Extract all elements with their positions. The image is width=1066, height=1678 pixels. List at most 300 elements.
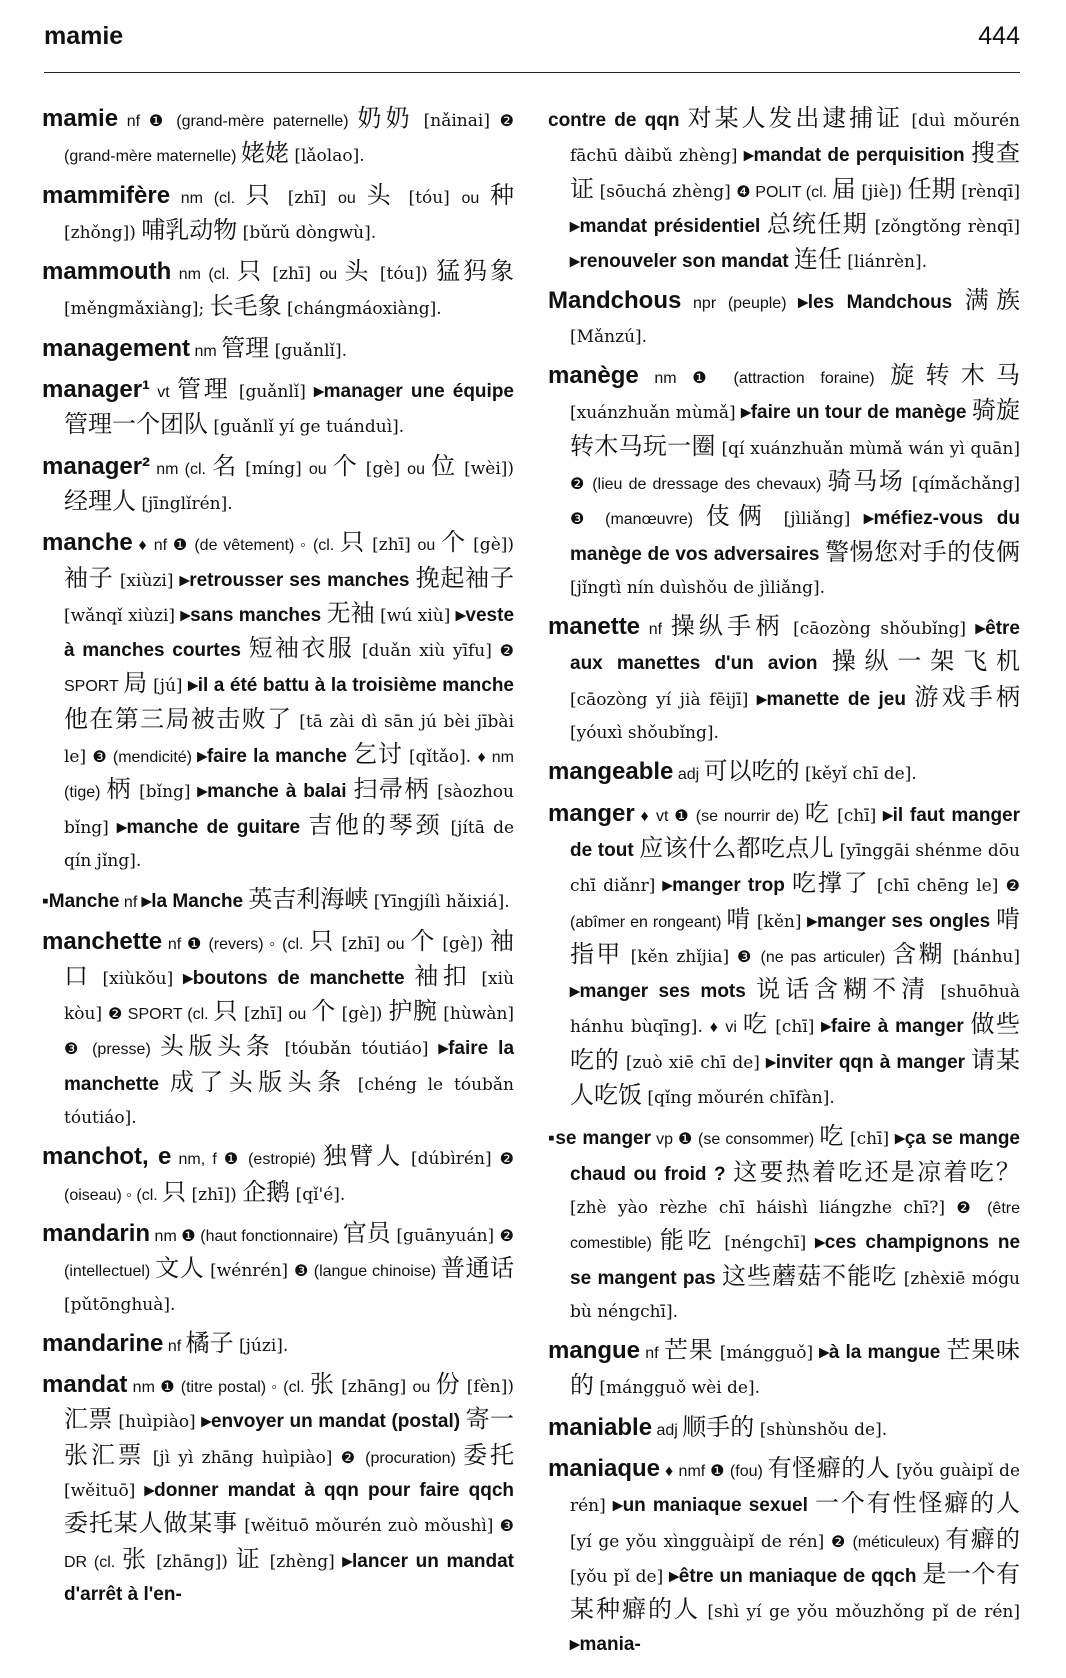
chinese-translation: 奶奶 [357,104,414,132]
grammar-note: ♦ vi [709,1019,743,1037]
page-number: 444 [978,22,1020,50]
dictionary-entry [548,1411,1020,1446]
pinyin: [kěn zhǐjia] [622,946,737,967]
pinyin: [cāozòng shǒubǐng] [783,619,976,640]
chinese-translation: 短袖衣服 [248,634,355,663]
grammar-note: ❷ (être comestible) [570,1199,1020,1253]
grammar-note: ❸ (mendicité) [92,749,198,767]
dictionary-entry [548,797,1020,1115]
chinese-translation: 任期 [907,174,956,203]
chinese-translation: 芒果 [663,1336,714,1365]
pinyin: [gè]) [435,933,490,954]
pinyin: [chéng le tóubǎn tóutiáo]. [64,1074,514,1129]
chinese-translation: 委托 [463,1440,514,1469]
pinyin: [cāozòng yí jià fēijī] [570,689,757,710]
pinyin: [zhǒng]) [64,222,142,243]
pinyin: [shuōhuà hánhu bùqīng]. [570,982,1020,1038]
chinese-translation: 头版头条 [159,1032,275,1061]
example-phrase: ▸mandat de perquisition [743,145,971,167]
pinyin: [zhèng] [261,1551,343,1572]
example-phrase: ▸faire la manche [197,746,354,768]
grammar-note: nf [163,1337,186,1355]
pinyin: [xuánzhuǎn mùmǎ] [570,403,742,424]
pinyin: [guǎnlǐ]. [269,340,348,361]
chinese-translation: 旋转木马 [890,361,1020,390]
grammar-note: nf [640,1345,664,1363]
chinese-translation: 吃 [804,798,831,827]
chinese-translation: 有癖的 [945,1524,1020,1553]
pinyin: [gè] [358,458,408,479]
example-phrase: ▸ça se mange chaud ou froid ? [570,1128,1020,1185]
grammar-note: ou [288,1006,312,1024]
dictionary-entry [42,332,514,367]
dictionary-entry [42,1327,514,1362]
chinese-translation: 管理 [221,333,270,362]
pinyin: [jú] [147,676,189,697]
example-phrase: ▸manche à balai [197,781,354,803]
example-phrase: ▸lancer un mandat d'arrêt à l'en- [64,1550,515,1605]
headword: mandarin [42,1219,151,1247]
grammar-note: ♦ nmf ❶ (fou) [660,1462,768,1480]
example-phrase: ▸manger trop [662,875,792,897]
dictionary-entry [42,1368,514,1610]
dictionary-entry [548,755,1020,790]
example-phrase: ▸ces champignons ne se mangent pas [570,1232,1021,1289]
pinyin: [zhī] [334,933,387,954]
pinyin: [tóu]) [371,264,437,285]
grammar-note: vp ❶ (se consommer) [651,1131,820,1149]
pinyin: [wěituō] [64,1480,145,1501]
example-phrase: ▸mandat présidentiel [570,215,767,237]
pinyin: [pǔtōnghuà]. [64,1294,176,1315]
pinyin: [guǎnlǐ yí ge tuánduì]. [208,417,405,438]
grammar-note: nm ❶ (haut fonctionnaire) [150,1227,343,1245]
grammar-note: ❷ (procuration) [340,1449,464,1467]
pinyin: [yīnggāi shénme dōu chī diǎnr] [570,840,1020,897]
grammar-note: adj [673,766,704,784]
chinese-translation: 袖子 [64,563,114,592]
grammar-note: nm, f ❶ (estropié) [171,1151,323,1169]
example-phrase: ▸manger ses mots [570,981,757,1003]
headword: management [42,334,191,362]
chinese-translation: 个 [441,528,467,557]
dictionary-entry [42,526,514,877]
dictionary-entry [548,1120,1020,1328]
example-phrase: ▸il a été battu à la troisième manche [188,675,515,697]
pinyin: [yǒu guàipǐ de rén] [570,1460,1021,1517]
pinyin: [zhī] [238,1004,289,1025]
headword: manège [548,362,639,390]
grammar-note: ou [319,266,345,284]
grammar-note: ♦ nm (tige) [64,749,514,802]
grammar-note: nm [190,342,222,360]
dictionary-entry [42,883,514,918]
pinyin: [guǎnlǐ] [230,382,315,403]
dictionary-entry [42,1140,514,1211]
pinyin: [chī] [843,1129,896,1150]
chinese-translation: 官员 [342,1218,391,1247]
grammar-note: ❷ (abîmer en rongeant) [570,878,1020,931]
pinyin: [qǐng mǒurén chīfàn]. [642,1088,835,1109]
dictionary-entry [548,1334,1020,1405]
chinese-translation: 寄一张汇票 [64,1405,515,1469]
chinese-translation: 无袖 [326,598,375,627]
pinyin: [chángmáoxiàng]. [281,299,442,320]
dictionary-entry [548,284,1020,353]
example-phrase: ▸manger ses ongles [807,910,996,932]
pinyin: [sōuchá zhèng] [594,181,737,202]
headword: maniaque [548,1454,661,1482]
pinyin: [júzi]. [233,1335,289,1356]
example-phrase: ▸retrousser ses manches [179,569,416,591]
chinese-translation: 猛犸象 [436,257,515,286]
pinyin: [měngmǎxiàng]; [64,299,210,320]
grammar-note: ou [417,537,442,555]
grammar-note: ou [386,935,411,953]
pinyin: [huìpiào] [112,1412,202,1433]
chinese-translation: 成了头版头条 [169,1067,347,1096]
chinese-translation: 只 [213,997,239,1026]
pinyin: [duì mǒurén fāchū dàibǔ zhèng] [570,111,1020,167]
headword: Mandchous [548,287,682,315]
pinyin: [jì yì zhāng huìpiào] [144,1447,341,1468]
dictionary-entry [548,610,1020,749]
example-phrase: ▸les Mandchous [798,292,965,314]
chinese-translation: 个 [311,997,336,1026]
grammar-note: ou [461,189,491,207]
grammar-note: ❸ DR (cl. [64,1518,514,1571]
pinyin: [chī] [830,805,884,826]
chinese-translation: 哺乳动物 [141,215,238,244]
chinese-translation: 只 [162,1177,187,1206]
chinese-translation: 局 [123,669,148,698]
example-phrase: ▸il faut manger de tout [570,804,1021,861]
dictionary-entry [42,450,514,521]
grammar-note: nf ❶ (revers) ◦ (cl. [162,935,310,953]
chinese-translation: 做些吃的 [570,1010,1021,1074]
grammar-note: ❸ (ne pas articuler) [736,948,893,966]
grammar-note: ❷ (oiseau) ◦ (cl. [64,1151,515,1204]
dictionary-entry [548,359,1020,604]
chinese-translation: 对某人发出逮捕证 [687,104,904,132]
example-phrase: ▸à la mangue [819,1342,947,1364]
chinese-translation: 姥姥 [240,139,289,168]
grammar-note: ❸ (presse) [64,1041,160,1059]
pinyin: [kěyǐ chī de]. [799,764,917,785]
headword: mammouth [42,258,172,286]
chinese-translation: 满族 [964,286,1020,315]
headword: mamie [42,105,119,132]
chinese-translation: 袖扣 [414,961,472,990]
example-phrase: ▸la Manche [141,891,249,913]
pinyin: [wèi]) [456,458,515,479]
chinese-translation: 可以吃的 [703,757,800,786]
chinese-translation: 连任 [793,245,842,274]
example-phrase: ▸veste à manches courtes [64,604,515,662]
grammar-note: nf [640,621,671,639]
chinese-translation: 吃 [819,1122,844,1151]
example-phrase: ▸manche de guitare [117,816,309,838]
chinese-translation: 操纵手柄 [670,612,784,641]
example-phrase: ▸donner mandat à qqn pour faire qqch [144,1479,515,1501]
grammar-note: nf ❶ (grand-mère paternelle) [118,113,358,130]
example-phrase: ▪se manger [548,1128,652,1150]
grammar-note: ❷ SPORT [64,643,515,696]
pinyin: [bǔrǔ dòngwù]. [237,222,377,243]
dictionary-entry [42,373,514,444]
pinyin: [zhèxiē mógu bù néngchī]. [570,1268,1020,1322]
chinese-translation: 名 [212,451,238,480]
right-column [548,102,1020,1667]
example-phrase: ▸renouveler son mandat [570,251,794,273]
grammar-note: ❷ (grand-mère maternelle) [64,113,514,166]
pinyin: [chī chēng le] [869,876,1006,897]
example-phrase: ▸inviter qqn à manger [766,1051,972,1073]
pinyin: [qǐ'é]. [290,1184,346,1205]
chinese-translation: 届 [831,174,856,203]
grammar-note: nf [119,894,142,912]
chinese-translation: 份 [435,1370,461,1399]
pinyin: [tóubǎn tóutiáo] [274,1039,439,1060]
chinese-translation: 吃撑了 [791,869,870,898]
headword: mangeable [548,758,674,786]
chinese-translation: 头 [366,180,397,209]
chinese-translation: 是一个有某种癖的人 [570,1559,1021,1624]
chinese-translation: 普通话 [441,1254,515,1283]
dictionary-entry [548,102,1020,278]
grammar-note: ou [407,460,432,478]
example-phrase: ▸être un maniaque de qqch [669,1565,923,1587]
chinese-translation: 柄 [106,775,133,804]
example-phrase: ▸manager une équipe [314,381,514,403]
example-phrase: ▸manette de jeu [756,688,915,710]
pinyin: [zhī]) [186,1184,243,1205]
chinese-translation: 管理一个团队 [64,410,208,439]
pinyin: [jīnglǐrén]. [136,493,233,514]
chinese-translation: 只 [309,926,335,955]
chinese-translation: 汇票 [64,1405,113,1434]
dictionary-entry [42,179,514,250]
chinese-translation: 经理人 [64,486,136,515]
pinyin: [xiù kòu] [64,968,515,1025]
pinyin: [dúbìrén] [402,1149,500,1170]
dictionary-entry [42,255,514,326]
dictionary-entry [42,102,514,173]
headword: manette [548,613,641,641]
grammar-note: ❷ (lieu de dressage des chevaux) [570,475,828,493]
chinese-translation: 顺手的 [682,1412,755,1441]
pinyin: [Yīngjílì hǎixiá]. [368,892,510,913]
pinyin: [tā zài dì sān jú bèi jībài le] [64,711,514,768]
grammar-note: ou [308,460,333,478]
chinese-translation: 头 [344,257,372,286]
pinyin: [zhè yào rèzhe chī háishì liángzhe chī?] [570,1197,957,1218]
pinyin: [zhāng] [334,1377,413,1398]
chinese-translation: 挽起袖子 [415,563,514,592]
pinyin: [mángguǒ] [713,1343,820,1364]
chinese-translation: 操纵一架飞机 [831,647,1020,676]
chinese-translation: 个 [410,926,436,955]
page-header [44,14,1020,73]
pinyin: [hánhu] [945,946,1021,967]
running-headword: mamie [44,22,124,50]
pinyin: [yí ge yǒu xìngguàipǐ de rén] [570,1531,832,1552]
chinese-translation: 说话含糊不清 [756,975,931,1004]
chinese-translation: 独臂人 [322,1142,403,1171]
chinese-translation: 吃 [742,1010,769,1039]
grammar-note: ❹ POLIT (cl. [736,183,832,201]
pinyin: [fèn]) [460,1377,514,1398]
pinyin: [zhī] [276,187,339,208]
pinyin: [sàozhou bǐng] [64,782,514,838]
pinyin: [zhāng]) [148,1551,236,1572]
pinyin: [zuò xiē chī de] [619,1052,767,1073]
pinyin: [Mǎnzú]. [570,326,648,347]
example-phrase: ▸méfiez-vous du manège de vos adversaires [570,508,1021,565]
pinyin: [gè]) [335,1004,389,1025]
headword: manager² [42,452,151,480]
grammar-note: ♦ vt ❶ (se nourrir de) [634,807,805,825]
pinyin: [jítā de qín jǐng]. [64,817,515,871]
chinese-translation: 管理 [177,375,231,404]
chinese-translation: 吉他的琴颈 [308,810,443,839]
pinyin: [mángguǒ wèi de]. [594,1378,761,1399]
chinese-translation: 文人 [155,1254,205,1283]
headword: manche [42,529,133,557]
pinyin: [zǒngtǒng rènqī] [868,216,1021,237]
grammar-note: nm ❶ (titre postal) ◦ (cl. [127,1379,310,1397]
grammar-note: ♦ nf ❶ (de vêtement) ◦ (cl. [132,537,341,555]
pinyin: [guānyuán] [390,1225,500,1246]
grammar-note: nm ❶ (attraction foraine) [638,370,891,388]
headword: mangue [548,1337,641,1365]
pinyin: [wú xiù] [374,605,456,626]
grammar-note: ou [412,1379,436,1397]
pinyin: [wénrén] [204,1261,294,1282]
chinese-translation: 请某人吃饭 [570,1045,1020,1110]
grammar-note: nm (cl. [150,460,213,478]
chinese-translation: 种 [490,180,515,209]
headword: manchot, e [42,1143,172,1171]
chinese-translation: 只 [340,528,366,557]
chinese-translation: 骑马场 [827,466,905,495]
grammar-note: ❸ (langue chinoise) [293,1263,442,1281]
chinese-translation: 有怪癖的人 [767,1453,891,1482]
dictionary-entry [42,925,514,1135]
chinese-translation: 英吉利海峡 [248,885,369,914]
pinyin: [rènqī] [955,181,1021,202]
example-phrase: ▸un maniaque sexuel [613,1495,816,1517]
chinese-translation: 个 [332,451,359,480]
chinese-translation: 位 [431,451,457,480]
pinyin: [shùnshǒu de]. [754,1419,888,1440]
grammar-note: ❷ (méticuleux) [831,1533,946,1551]
pinyin: [liánrèn]. [841,252,928,273]
pinyin: [jǐngtì nín duìshǒu de jìliǎng]. [570,577,826,598]
example-phrase: ▸faire un tour de manège [741,402,972,424]
chinese-translation: 只 [237,257,265,286]
pinyin: [wěituō mǒurén zuò mǒushì] [238,1516,500,1537]
headword: manger [548,799,635,827]
headword: mandat [42,1371,128,1399]
pinyin: [qǐtǎo]. [402,747,478,768]
chinese-translation: 委托某人做某事 [64,1509,239,1538]
pinyin: [yǒu pǐ de] [570,1566,670,1587]
pinyin: [gè]) [466,535,515,556]
chinese-translation: 伎俩 [705,502,771,531]
pinyin: [chī] [768,1017,822,1038]
example-phrase: ▸faire à manger [821,1016,971,1038]
pinyin: [bǐng] [132,782,198,803]
pinyin: [zhī] [264,264,320,285]
chinese-translation: 骑旋转木马玩一圈 [570,396,1020,460]
example-phrase: ▸sans manches [180,604,327,626]
pinyin: [néngchī] [715,1233,816,1254]
left-column [42,102,514,1616]
pinyin: [shì yí ge yǒu mǒuzhǒng pǐ de rén] [699,1602,1020,1623]
dictionary-entry [548,1452,1020,1661]
pinyin: [hùwàn] [437,1004,515,1025]
example-phrase: contre de qqn [548,110,688,131]
grammar-note: nm (cl. [170,189,246,207]
chinese-translation: 啃指甲 [570,904,1020,968]
pinyin: [míng] [237,458,309,479]
grammar-note: vt [150,384,177,402]
chinese-translation: 张 [309,1370,335,1399]
chinese-translation: 扫帚柄 [353,775,431,804]
chinese-translation: 护腕 [388,997,438,1026]
chinese-translation: 这些蘑菇不能吃 [722,1261,898,1290]
chinese-translation: 他在第三局被击败了 [64,704,293,733]
pinyin: [jiè]) [855,181,908,202]
pinyin: [lǎolao]. [288,146,365,167]
chinese-translation: 警惕您对手的伎俩 [825,537,1020,566]
pinyin: [zhī] [365,535,418,556]
pinyin: [yóuxì shǒubǐng]. [570,723,719,744]
example-phrase: ▪Manche [42,891,120,913]
grammar-note: ❷ SPORT (cl. [108,1006,214,1024]
grammar-note: ❸ (manœuvre) [570,511,706,529]
pinyin: [jìliǎng] [770,509,865,530]
pinyin: [nǎinai] [413,111,500,131]
chinese-translation: 芒果味的 [570,1336,1021,1400]
dictionary-entry [42,1217,514,1321]
chinese-translation: 乞讨 [353,740,403,769]
chinese-translation: 一个有性怪癖的人 [815,1489,1021,1518]
pinyin: [qí xuánzhuǎn mùmǎ wán yì quān] [715,438,1021,459]
headword: mandarine [42,1329,164,1357]
chinese-translation: 总统任期 [766,209,868,238]
pinyin: [tóu] [396,187,462,208]
pinyin: [xiùzi] [113,570,180,591]
example-phrase: ▸mania- [570,1634,641,1656]
chinese-translation: 搜查证 [570,139,1020,203]
chinese-translation: 长毛象 [209,292,282,321]
chinese-translation: 能吃 [659,1226,716,1255]
chinese-translation: 企鹅 [242,1177,291,1206]
chinese-translation: 证 [235,1544,262,1573]
grammar-note: npr (peuple) [681,295,799,313]
headword: maniable [548,1413,653,1441]
pinyin: [duǎn xiù yīfu] [354,641,500,662]
example-phrase: ▸envoyer un mandat (postal) [201,1411,466,1433]
chinese-translation: 含糊 [892,939,946,968]
chinese-translation: 游戏手柄 [914,682,1021,711]
headword: manager¹ [42,376,151,404]
grammar-note: adj [652,1421,683,1439]
chinese-translation: 袖口 [64,926,514,990]
example-phrase: ▸faire la manchette [64,1038,515,1095]
